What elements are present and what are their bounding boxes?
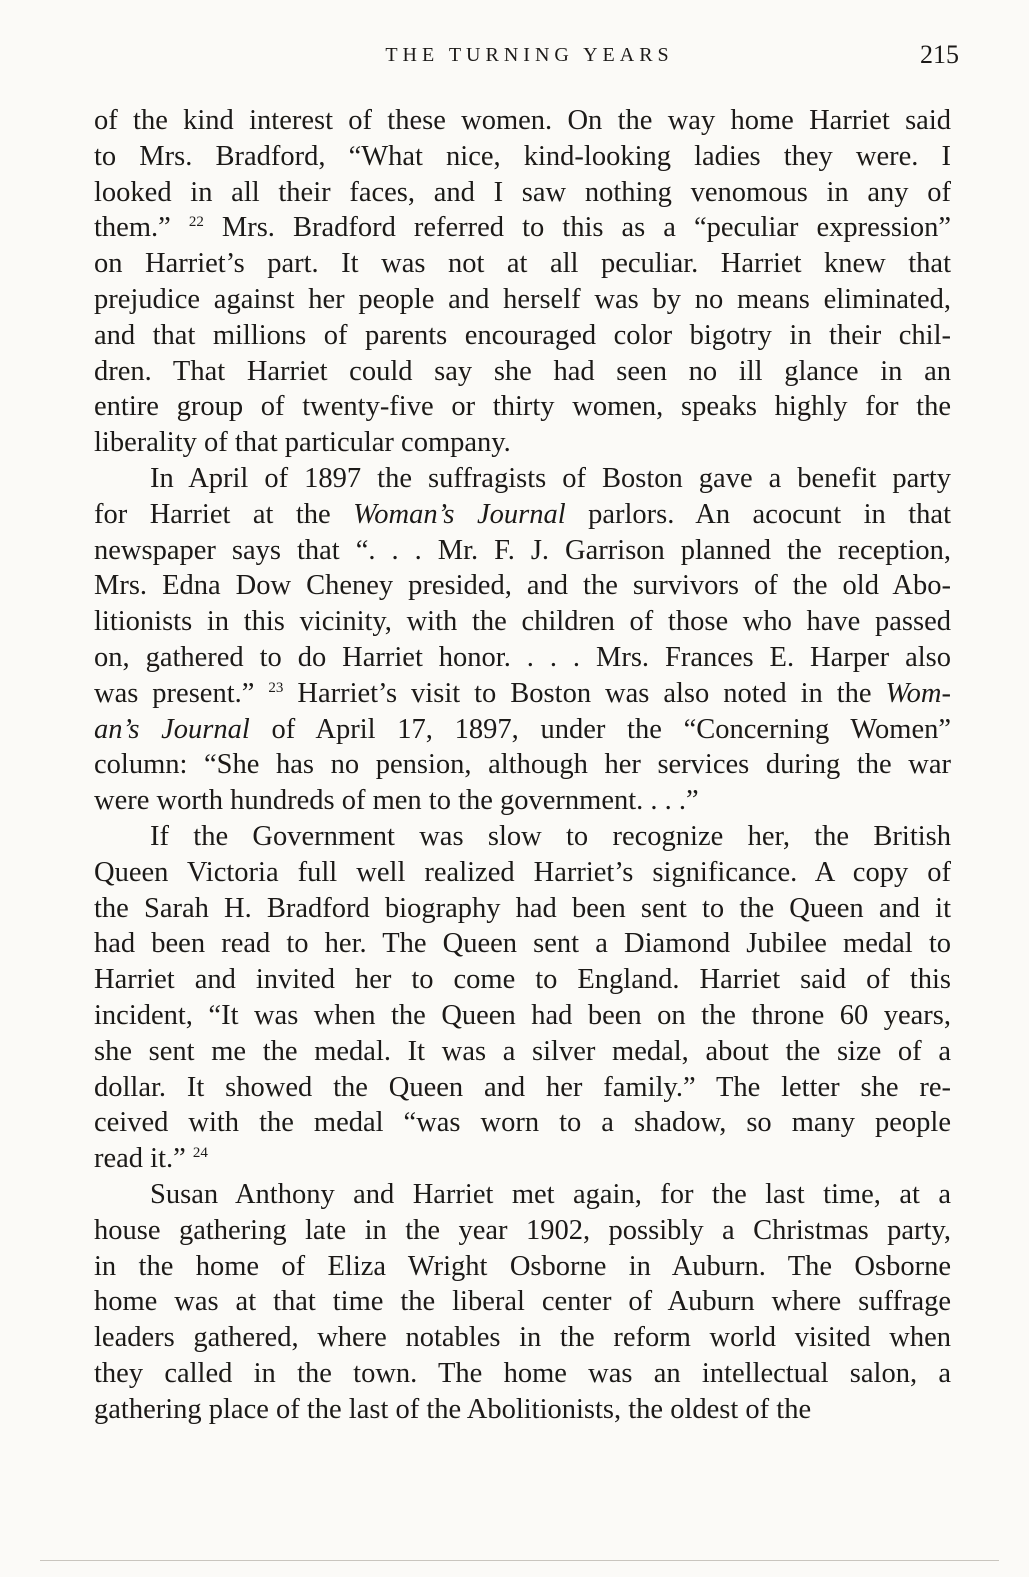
text-run: them.” <box>94 212 189 244</box>
text-line <box>94 139 951 175</box>
text-run: read it.” <box>94 1143 193 1175</box>
text-run: for Harriet at the <box>94 498 354 530</box>
text-line <box>94 497 951 533</box>
text-run: were worth hundreds of men to the government. . . .” <box>94 785 699 817</box>
text-run: dollar. It showed the Queen and her family.” The letter she re- <box>94 1071 951 1103</box>
text-run: of April 17, 1897, under the “Concerning Women” <box>249 713 951 745</box>
text-run: Mrs. Bradford referred to this as a “peculiar expression” <box>203 212 951 244</box>
footnote-ref: 23 <box>268 679 284 696</box>
text-run: home was at that time the liberal center of Auburn where suffrage <box>94 1286 951 1318</box>
text-run: Harriet’s visit to Boston was also noted in the <box>283 677 886 709</box>
text-line <box>94 676 951 712</box>
italic-title: Woman’s Journal <box>353 498 566 530</box>
text-line <box>94 1034 951 1070</box>
paragraph <box>94 819 951 1177</box>
text-run: leaders gathered, where notables in the reform world visited when <box>94 1322 951 1354</box>
text-line <box>94 1070 951 1106</box>
text-line <box>94 354 951 390</box>
text-run: on Harriet’s part. It was not at all peculiar. Harriet knew that <box>94 248 951 280</box>
text-run: Susan Anthony and Harriet met again, for the last time, at a <box>150 1178 951 1210</box>
text-run: had been read to her. The Queen sent a Diamond Jubilee medal to <box>94 928 951 960</box>
text-run: in the home of Eliza Wright Osborne in Auburn. The Osborne <box>94 1250 951 1282</box>
text-run: the Sarah H. Bradford biography had been sent to the Queen and it <box>94 892 951 924</box>
text-run: dren. That Harriet could say she had seen no ill glance in an <box>94 355 951 387</box>
text-line <box>94 175 951 211</box>
text-run: In April of 1897 the suffragists of Boston gave a benefit party <box>150 462 951 494</box>
text-line <box>94 1356 951 1392</box>
text-run: gathering place of the last of the Abolitionists, the oldest of the <box>94 1393 812 1425</box>
text-run: column: “She has no pension, although her services during the war <box>94 749 951 781</box>
text-run: Queen Victoria full well realized Harriet’s significance. A copy of <box>94 856 951 888</box>
text-line <box>94 998 951 1034</box>
text-line <box>94 1213 951 1249</box>
text-line <box>94 461 951 497</box>
paragraph <box>94 103 951 461</box>
page-number: 215 <box>920 40 959 69</box>
text-line <box>94 1141 951 1177</box>
text-line <box>94 246 951 282</box>
text-run: of the kind interest of these women. On the way home Harriet said <box>94 105 951 136</box>
text-line <box>94 962 951 998</box>
text-line <box>94 425 951 461</box>
text-run: Mrs. Edna Dow Cheney presided, and the survivors of the old Abo- <box>94 570 951 602</box>
text-line <box>94 926 951 962</box>
page-header <box>100 40 959 74</box>
text-line <box>94 1177 951 1213</box>
text-line <box>94 1249 951 1285</box>
text-line <box>94 210 951 246</box>
page-edge-rule <box>40 1560 999 1561</box>
text-run: to Mrs. Bradford, “What nice, kind-looking ladies they were. I <box>94 140 951 172</box>
footnote-ref: 22 <box>188 214 204 231</box>
text-line <box>94 891 951 927</box>
text-run: on, gathered to do Harriet honor. . . . Mrs. Frances E. Harper also <box>94 641 951 673</box>
text-line <box>94 1284 951 1320</box>
paragraph <box>94 461 951 819</box>
text-run: Harriet and invited her to come to England. Harriet said of this <box>94 964 951 996</box>
text-line <box>94 282 951 318</box>
text-run: prejudice against her people and herself was by no means eliminated, <box>94 283 951 315</box>
text-run: incident, “It was when the Queen had been on the throne 60 years, <box>94 999 951 1031</box>
text-run: newspaper says that “. . . Mr. F. J. Garrison planned the reception, <box>94 534 951 566</box>
text-line <box>94 103 951 139</box>
text-run: entire group of twenty-five or thirty women, speaks highly for the <box>94 391 951 423</box>
text-line <box>94 1105 951 1141</box>
italic-title: Wom- <box>885 677 951 709</box>
running-head: THE TURNING YEARS <box>385 44 674 66</box>
text-run: was present.” <box>94 677 269 709</box>
text-line <box>94 318 951 354</box>
text-run: liberality of that particular company. <box>94 427 511 459</box>
text-run: parlors. An acocunt in that <box>565 498 951 530</box>
text-run: she sent me the medal. It was a silver medal, about the size of a <box>94 1035 951 1067</box>
body-text <box>94 103 951 1427</box>
italic-title: an’s Journal <box>94 713 250 745</box>
text-line <box>94 855 951 891</box>
text-run: ceived with the medal “was worn to a shadow, so many people <box>94 1107 951 1139</box>
text-run: they called in the town. The home was an intellectual salon, a <box>94 1357 951 1389</box>
text-line <box>94 1392 951 1428</box>
text-line <box>94 819 951 855</box>
text-line <box>94 747 951 783</box>
text-run: If the Government was slow to recognize her, the British <box>150 820 951 852</box>
text-run: litionists in this vicinity, with the children of those who have passed <box>94 606 951 638</box>
text-line <box>94 533 951 569</box>
text-line <box>94 389 951 425</box>
paragraph <box>94 1177 951 1428</box>
text-run: house gathering late in the year 1902, possibly a Christmas party, <box>94 1214 951 1246</box>
footnote-ref: 24 <box>192 1145 208 1162</box>
text-run: looked in all their faces, and I saw nothing venomous in any of <box>94 176 951 208</box>
text-line <box>94 568 951 604</box>
text-line <box>94 1320 951 1356</box>
text-line <box>94 712 951 748</box>
text-line <box>94 783 951 819</box>
text-line <box>94 640 951 676</box>
text-line <box>94 604 951 640</box>
text-run: and that millions of parents encouraged color bigotry in their chil- <box>94 319 951 351</box>
